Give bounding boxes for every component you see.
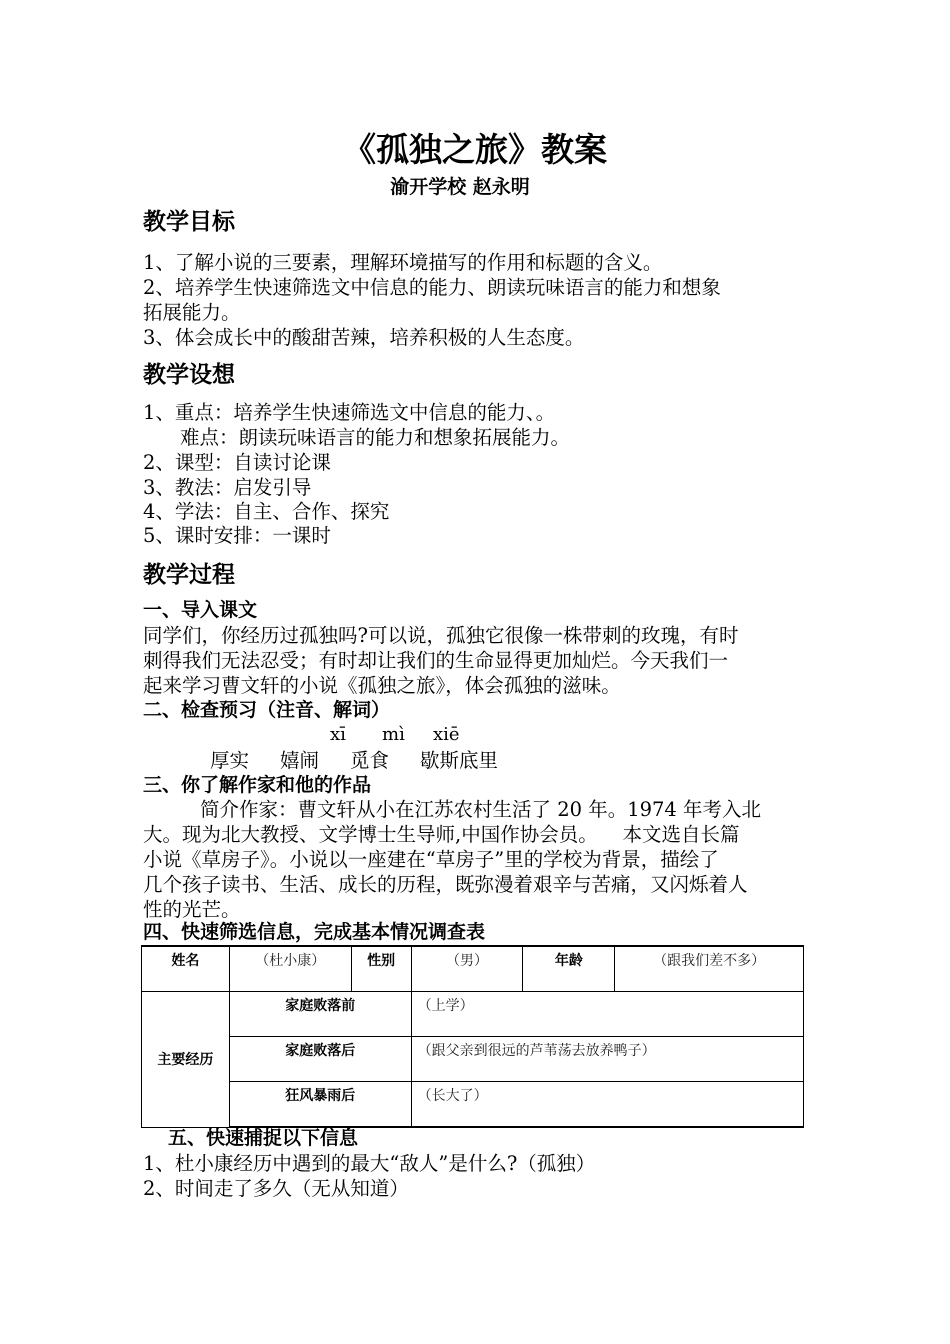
section-3-line: 小说《草房子》。小说以一座建在“草房子”里的学校为背景，描绘了 — [143, 848, 719, 871]
pinyin-mi: mì — [382, 724, 405, 745]
section-1-line: 刺得我们无法忍受；有时却让我们的生命显得更加灿烂。今天我们一 — [143, 649, 729, 672]
design-item: 3、教法：启发引导 — [143, 476, 312, 499]
name-label: 姓名 — [142, 946, 230, 992]
gender-value: （男） — [411, 946, 523, 992]
gender-label: 性别 — [351, 946, 411, 992]
goal-item: 拓展能力。 — [143, 301, 241, 324]
design-item: 4、学法：自主、合作、探究 — [143, 500, 390, 523]
section-1-line: 起来学习曹文轩的小说《孤独之旅》，体会孤独的滋味。 — [143, 674, 621, 697]
section-3-heading: 三、你了解作家和他的作品 — [143, 774, 372, 796]
document-title: 《孤独之旅》教案 — [343, 130, 607, 169]
stage-value: （长大了） — [411, 1082, 803, 1128]
pinyin-xi: xī — [330, 724, 346, 745]
design-item: 5、课时安排：一课时 — [143, 524, 331, 547]
main-experience-label: 主要经历 — [142, 992, 230, 1128]
section-5-heading: 五、快速捕捉以下信息 — [168, 1127, 359, 1149]
section-5-line: 2、时间走了多久（无从知道） — [143, 1177, 409, 1200]
vocabulary-words: 厚实 嬉闹 觅食 歇斯底里 — [210, 749, 498, 772]
age-label: 年龄 — [523, 946, 615, 992]
section-3-line: 简介作家：曹文轩从小在江苏农村生活了 20 年。1974 年考入北 — [200, 798, 762, 821]
design-item: 2、课型：自读讨论课 — [143, 451, 331, 474]
author-line: 渝开学校 赵永明 — [390, 176, 530, 198]
section-5-line: 1、杜小康经历中遇到的最大“敌人”是什么?（孤独） — [143, 1152, 596, 1175]
section-4-heading: 四、快速筛选信息，完成基本情况调查表 — [143, 921, 486, 943]
stage-label: 家庭败落后 — [229, 1037, 411, 1082]
section-3-line: 几个孩子读书、生活、成长的历程，既弥漫着艰辛与苦痛，又闪烁着人 — [143, 873, 748, 896]
section-3-line: 性的光芒。 — [143, 898, 241, 921]
goals-heading: 教学目标 — [143, 209, 235, 235]
section-1-heading: 一、导入课文 — [143, 599, 258, 621]
pinyin-xie: xiē — [433, 724, 460, 745]
goal-item: 3、体会成长中的酸甜苦辣，培养积极的人生态度。 — [143, 326, 585, 349]
stage-value: （上学） — [411, 992, 803, 1037]
stage-label: 家庭败落前 — [229, 992, 411, 1037]
design-heading: 教学设想 — [143, 362, 235, 388]
section-2-heading: 二、检查预习（注音、解词） — [143, 699, 391, 721]
process-heading: 教学过程 — [143, 562, 235, 588]
survey-table — [141, 945, 804, 1128]
section-1-line: 同学们，你经历过孤独吗?可以说，孤独它很像一株带刺的玫瑰，有时 — [143, 624, 739, 647]
stage-label: 狂风暴雨后 — [229, 1082, 411, 1128]
goal-item: 1、了解小说的三要素，理解环境描写的作用和标题的含义。 — [143, 251, 663, 274]
design-item: 难点：朗读玩味语言的能力和想象拓展能力。 — [180, 426, 571, 449]
section-3-line: 大。现为北大教授、文学博士生导师,中国作协会员。 本文选自长篇 — [143, 823, 740, 846]
name-value: （杜小康） — [229, 946, 351, 992]
stage-value: （跟父亲到很远的芦苇荡去放养鸭子） — [411, 1037, 803, 1082]
age-value: （跟我们差不多） — [615, 946, 804, 992]
design-item: 1、重点：培养学生快速筛选文中信息的能力、。 — [143, 401, 556, 424]
goal-item: 2、培养学生快速筛选文中信息的能力、朗读玩味语言的能力和想象 — [143, 276, 721, 299]
